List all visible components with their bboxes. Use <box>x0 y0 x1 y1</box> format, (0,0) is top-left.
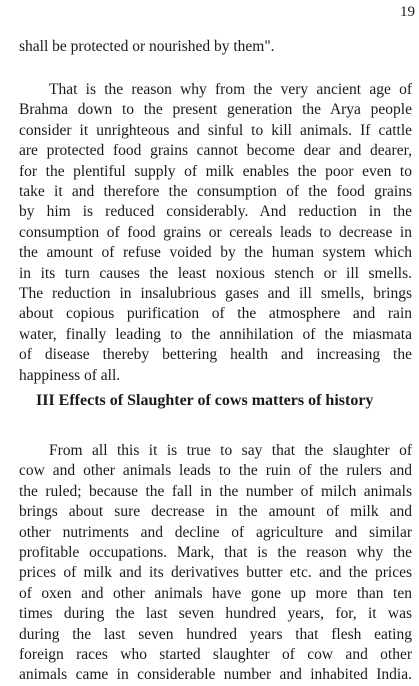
text-line: for the plentiful supply of milk enables the poor even to <box>19 162 412 180</box>
text-line: prices of milk and its derivatives butter etc. and the prices <box>19 564 412 582</box>
text-line: about copious purification of the atmosphere and rain <box>19 305 412 323</box>
text-line: foreign races who started slaughter of cow and other <box>19 646 412 664</box>
text-line: Brahma down to the present generation the Arya people <box>19 101 412 119</box>
text-line: of oxen and other animals have gone up more than ten <box>19 584 412 602</box>
page-number: 19 <box>400 4 415 20</box>
paragraph-ancient-age <box>19 80 412 386</box>
text-line: are protected food grains cannot become dear and dearer, <box>19 142 412 160</box>
text-line: of disease thereby bettering health and increasing the <box>19 346 412 364</box>
text-line: The reduction in insalubrious gases and ill smells, brings <box>19 285 412 303</box>
text-line: animals came in considerable number and inhabited India. <box>19 666 412 684</box>
paragraph-slaughter-effects <box>19 441 412 686</box>
text-line: the amount of refuse voided by the human system which <box>19 244 412 262</box>
text-line: consider it unrighteous and sinful to kill animals. If cattle <box>19 121 412 139</box>
text-line: times during the last seven hundred years, for, it was <box>19 605 412 623</box>
text-line: other nutriments and decline of agriculture and similar <box>19 523 412 541</box>
section-heading: III Effects of Slaughter of cows matters of history <box>36 392 374 409</box>
text-line: brings about sure decrease in the amount of milk and <box>19 503 412 521</box>
text-line: water, finally leading to the annihilation of the miasmata <box>19 325 412 343</box>
text-line: profitable occupations. Mark, that is the reason why the <box>19 544 412 562</box>
text-line: shall be protected or nourished by them". <box>19 38 275 55</box>
continued-paragraph-line <box>19 37 412 57</box>
text-line: cow and other animals leads to the ruin of the rulers and <box>19 462 412 480</box>
text-line: That is the reason why from the very ancient age of <box>49 81 412 98</box>
text-line: the ruled; because the fall in the number of milch animals <box>19 482 412 500</box>
text-line: during the last seven hundred years that flesh eating <box>19 625 412 643</box>
text-line: take it and therefore the consumption of the food grains <box>19 183 412 201</box>
text-line: in its turn causes the least noxious stench or ill smells. <box>19 264 412 282</box>
text-line: happiness of all. <box>19 366 121 384</box>
text-line: From all this it is true to say that the slaughter of <box>49 442 412 459</box>
text-line: consumption of food grains or cereals leads to decrease in <box>19 223 412 241</box>
text-line: by him is reduced considerably. And reduction in the <box>19 203 412 221</box>
